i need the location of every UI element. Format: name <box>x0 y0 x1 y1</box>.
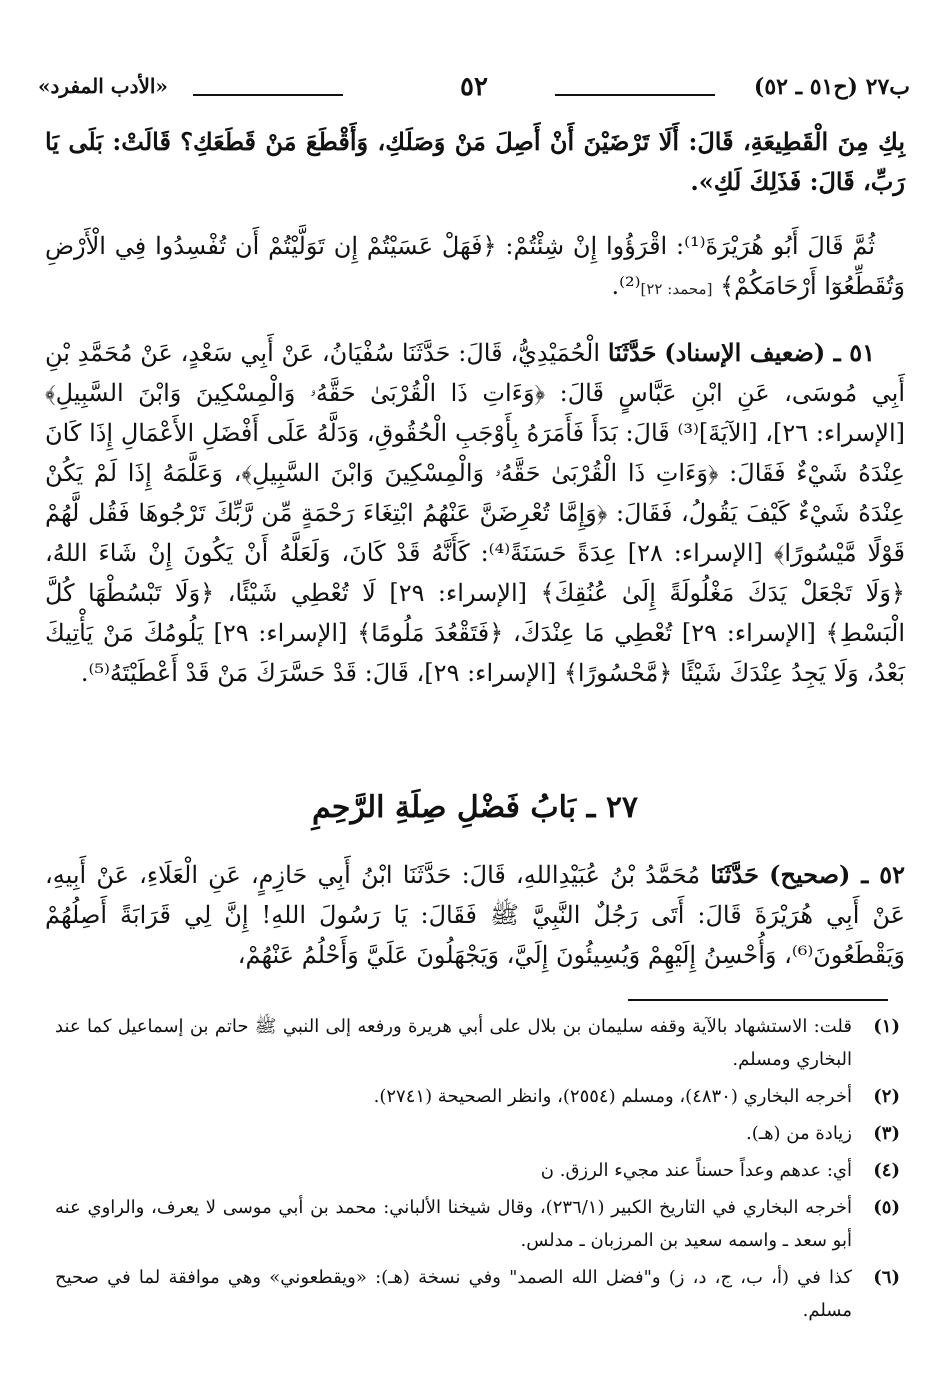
paragraph-text: ثُمَّ قَالَ أَبُو هُرَيْرَةَ⁽¹⁾: اقْرَؤُوا إِنْ شِئْتُمْ: ﴿فَهَلْ عَسَيْتُمْ إِن تَوَلَّيْتُمْ أَن تُفْسِدُوا فِي الْأَرْضِ وَتُقَطِّعُوٓا أَرْحَامَكُمْ﴾ <box>45 232 905 300</box>
footnotes <box>55 1010 900 1331</box>
haddathana: حَدَّثَنَا <box>710 860 759 889</box>
footnote-text: زيادة من (هـ). <box>746 1123 852 1144</box>
footnote-number: (١) <box>873 1016 900 1037</box>
footnote-number: (٢) <box>873 1086 900 1107</box>
footnote <box>55 1010 900 1076</box>
footnote-number: (٣) <box>873 1123 900 1144</box>
footnote-number: (٦) <box>873 1267 900 1288</box>
footnote <box>55 1117 900 1150</box>
footnote <box>55 1261 900 1327</box>
hadith-text: مُحَمَّدُ بْنُ عُبَيْدِاللهِ، قَالَ: حَدَّثَنَا ابْنُ أَبِي حَازِمٍ، عَنِ الْعَلَاءِ، عَنْ أَبِيهِ، عَنْ أَبِي هُرَيْرَةَ قَالَ: أَتَى رَجُلٌ النَّبِيَّ ﷺ فَقَالَ: يَا رَسُولَ اللهِ! إِنَّ لِي قَرَابَةً أَصِلُهُمْ وَيَقْطَعُونَ⁽⁶⁾، وَأُحْسِنُ إِلَيْهِمْ وَيُسِيئُونَ إِلَيَّ، وَيَجْهَلُونَ عَلَيَّ وَأَحْلُمُ عَنْهُمْ، <box>45 861 905 969</box>
hadith-label: ٥٢ ـ (صحيح) <box>769 860 905 889</box>
hadith-51 <box>45 333 905 693</box>
footnote-text: أي: عدهم وعداً حسناً عند مجيء الرزق. ن <box>540 1160 852 1181</box>
footnote <box>55 1080 900 1113</box>
footnote-text: أخرجه البخاري (٤٨٣٠)، ومسلم (٢٥٥٤)، وانظر الصحيحة (٢٧٤١). <box>373 1086 852 1107</box>
main-text <box>45 122 905 717</box>
paragraph-continuation: بِكِ مِنَ الْقَطِيعَةِ، قَالَ: أَلَا تَرْضَيْنَ أَنْ أَصِلَ مَنْ وَصَلَكِ، وَأَقْطَعَ مَنْ قَطَعَكِ؟ قَالَتْ: بَلَى يَا رَبِّ، قَالَ: فَذَلِكَ لَكِ». <box>45 127 906 196</box>
footnote-text: قلت: الاستشهاد بالآية وقفه سليمان بن بلال على أبي هريرة ورفعه إلى النبي ﷺ حاتم بن إسماعيل كما عند البخاري ومسلم. <box>55 1016 852 1070</box>
haddathana: حَدَّثَنَا <box>607 338 657 367</box>
footnote-text: كذا في (أ، ب، ج، د، ز) و"فضل الله الصمد" وفي نسخة (هـ): «ويقطعوني» وهي موافقة لما في صحيح مسلم. <box>55 1267 852 1321</box>
footnote <box>55 1154 900 1187</box>
hadith-52 <box>45 855 905 975</box>
footnote-marker: ⁽²⁾. <box>611 272 641 300</box>
chapter-reference: ب٢٧ (ح٥١ ـ ٥٢) <box>753 74 910 100</box>
footnote-number: (٥) <box>873 1197 900 1218</box>
footnote <box>55 1191 900 1257</box>
quran-reference: [محمد: ٢٢] <box>640 280 713 298</box>
header-rule <box>193 94 343 96</box>
footnote-text: أخرجه البخاري في التاريخ الكبير (٢٣٦/١)، وقال شيخنا الألباني: محمد بن أبي موسى لا يعرف، والراوي عنه أبو سعد ـ واسمه سعيد بن المرزبان ـ مدلس. <box>55 1197 852 1251</box>
chapter-heading: ٢٧ ـ بَابُ فَضْلِ صِلَةِ الرَّحِمِ <box>311 790 639 825</box>
footnote-number: (٤) <box>873 1160 900 1181</box>
paragraph-abu-hurayra <box>45 226 905 309</box>
hadith-text: الْحُمَيْدِيُّ، قَالَ: حَدَّثَنَا سُفْيَانُ، عَنْ أَبِي سَعْدٍ، عَنْ مُحَمَّدِ بْنِ أَبِي مُوسَى، عَنِ ابْنِ عَبَّاسٍ قَالَ: ﴿وَءَاتِ ذَا الْقُرْبَىٰ حَقَّهُۥ وَالْمِسْكِينَ وَابْنَ السَّبِيلِ﴾ [الإسراء: ٢٦]، [الآيَةَ]⁽³⁾ قَالَ: بَدَأَ فَأَمَرَهُ بِأَوْجَبِ الْحُقُوقِ، وَدَلَّهُ عَلَى أَفْضَلِ الأَعْمَالِ إِذَا كَانَ عِنْدَهُ شَيْءٌ فَقَالَ: ﴿وَءَاتِ ذَا الْقُرْبَىٰ حَقَّهُۥ وَالْمِسْكِينَ وَابْنَ السَّبِيلِ﴾، وَعَلَّمَهُ إِذَا لَمْ يَكُنْ عِنْدَهُ شَيْءٌ كَيْفَ يَقُولُ، فَقَالَ: ﴿وَإِمَّا تُعْرِضَنَّ عَنْهُمُ ابْتِغَاءَ رَحْمَةٍ مِّن رَّبِّكَ تَرْجُوهَا فَقُل لَّهُمْ قَوْلًا مَّيْسُورًا﴾ [الإسراء: ٢٨] عِدَةً حَسَنَةً⁽⁴⁾: كَأَنَّهُ قَدْ كَانَ، وَلَعَلَّهُ أَنْ يَكُونَ إِنْ شَاءَ اللهُ، ﴿وَلَا تَجْعَلْ يَدَكَ مَغْلُولَةً إِلَىٰ عُنُقِكَ﴾ [الإسراء: ٢٩] لَا تُعْطِي شَيْئًا، ﴿وَلَا تَبْسُطْهَا كُلَّ الْبَسْطِ﴾ [الإسراء: ٢٩] تُعْطِي مَا عِنْدَكَ، ﴿فَتَقْعُدَ مَلُومًا﴾ [الإسراء: ٢٩] يَلُومُكَ مَنْ يَأْتِيكَ بَعْدُ، وَلَا يَجِدُ عِنْدَكَ شَيْئًا ﴿مَّحْسُورًا﴾ [الإسراء: ٢٩]، قَالَ: قَدْ حَسَّرَكَ مَنْ قَدْ أَعْطَيْتَهُ⁽⁵⁾. <box>45 339 906 687</box>
header-rule <box>555 94 715 96</box>
hadith-label: ٥١ ـ (ضعيف الإسناد) <box>664 338 875 367</box>
book-title: «الأدب المفرد» <box>38 74 168 98</box>
page-number: ٥٢ <box>460 72 488 102</box>
footnote-separator <box>628 999 888 1001</box>
page-header <box>38 74 910 114</box>
